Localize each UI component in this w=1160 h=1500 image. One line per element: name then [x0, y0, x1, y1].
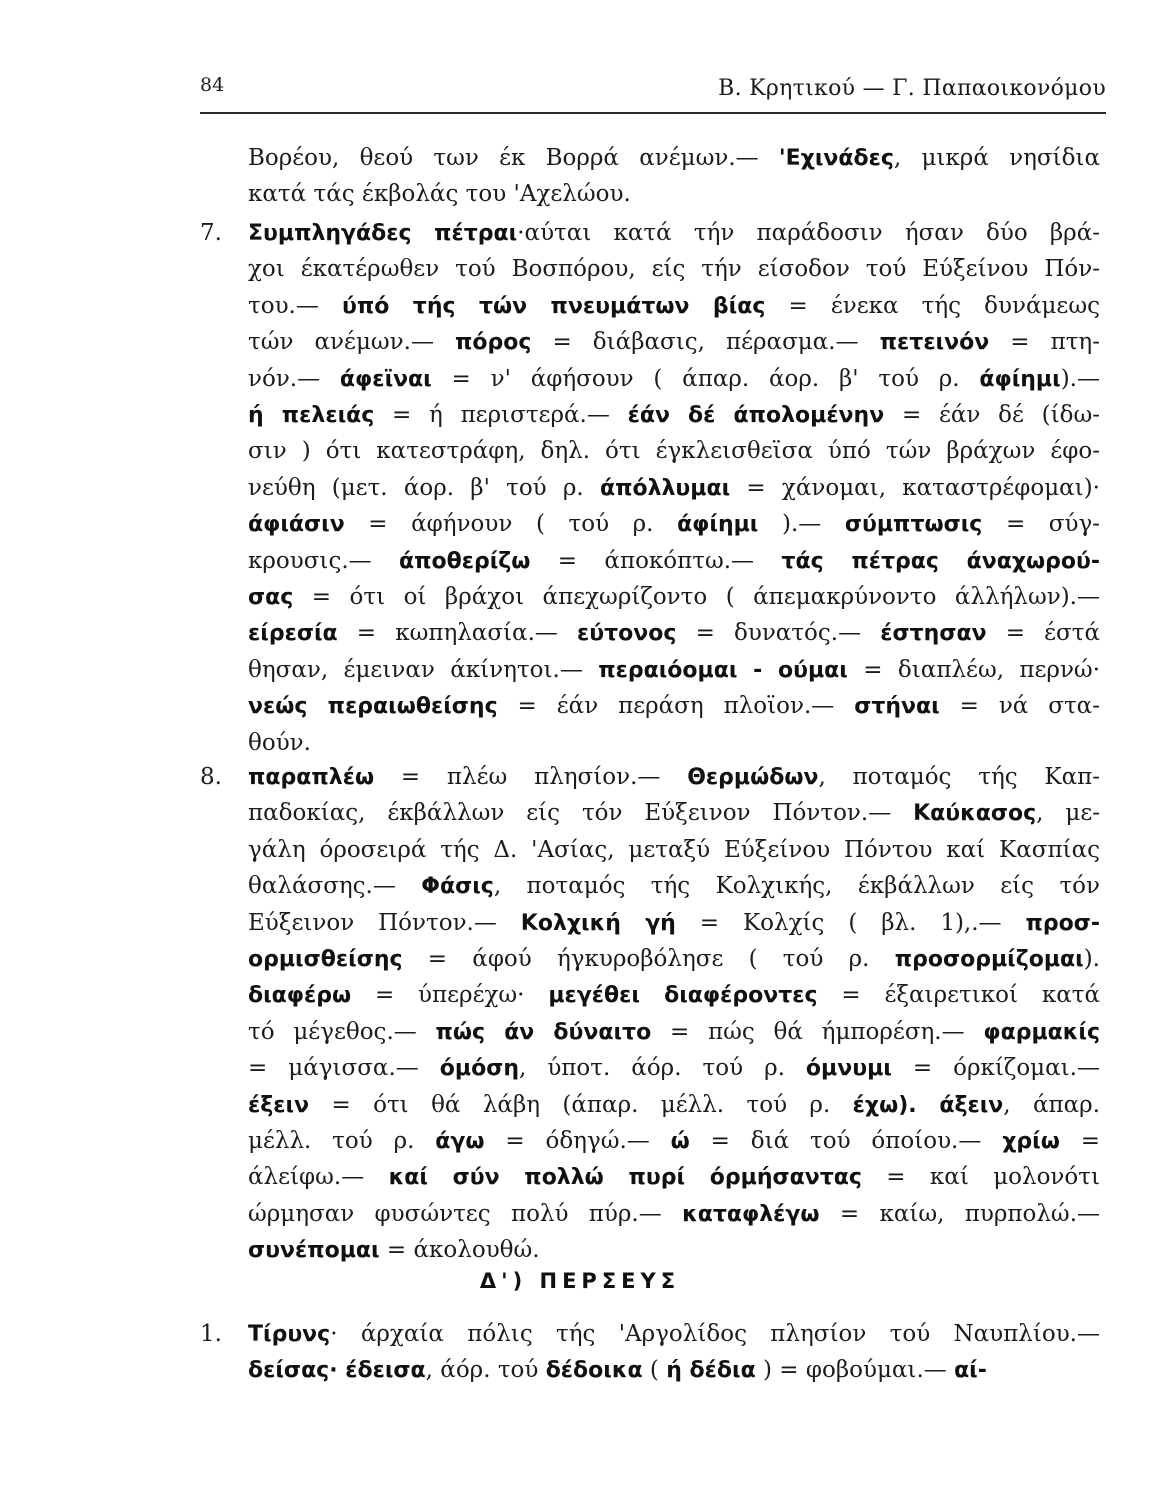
text-line [248, 656, 1100, 685]
bold-term: περαιόομαι - ούμαι [598, 657, 848, 683]
text-line [248, 1200, 1100, 1229]
text-line [248, 872, 1100, 901]
gloss-text: = πλέω πλησίον.— [374, 764, 688, 790]
gloss-text: = Κολχίς ( βλ. 1),.— [675, 909, 1026, 936]
gloss-text: = [1059, 1128, 1100, 1154]
bold-term: όμνυμι [805, 1056, 892, 1082]
page-header [200, 74, 1106, 104]
text-line [248, 619, 1100, 648]
gloss-text: = κωπηλασία.— [337, 620, 578, 647]
gloss-text: = άποκόπτω.— [530, 547, 782, 574]
gloss-text: = έάν δέ (ίδω- [884, 402, 1100, 428]
text-line [248, 909, 1100, 938]
header-rule [200, 112, 1106, 114]
gloss-text: · άρχαία πόλις τής 'Αργολίδος πλησίον τού Ναυπλίου.— [330, 1321, 1100, 1347]
paragraph-number: 1. [200, 1321, 222, 1347]
gloss-text: , ποταμός τής Κολχικής, έκβάλλων είς τόν [493, 873, 1101, 900]
text-line [248, 836, 1100, 864]
text-line [248, 799, 1100, 828]
bold-term: ή δέδια [666, 1358, 756, 1384]
text-line [248, 180, 631, 208]
text-line [248, 474, 1100, 503]
bold-term: έάν δέ άπολομένην [627, 403, 885, 428]
text-line [248, 144, 1100, 173]
text-line [248, 292, 1100, 321]
running-head: Β. Κρητικού — Γ. Παπαοικονόμου [718, 76, 1106, 101]
bold-term: άφίημι [677, 512, 759, 538]
gloss-text: , ύποτ. άόρ. τού ρ. [519, 1055, 806, 1082]
gloss-text: , μικρά νησίδια [893, 145, 1100, 171]
bold-term: άφεϊναι [339, 366, 432, 392]
gloss-text: θαλάσσης.— [248, 873, 422, 900]
bold-term: δείσας· έδεισα [248, 1358, 426, 1384]
gloss-text: = έξαιρετικοί κατά [817, 982, 1100, 1009]
gloss-text: = όρκίζομαι.— [891, 1055, 1100, 1082]
paragraph-number: 7. [200, 220, 222, 246]
gloss-text: ( [642, 1357, 667, 1384]
bold-term: ορμισθείσης [248, 947, 403, 972]
bold-term: άφίημι [979, 366, 1061, 392]
gloss-text: = διαπλέω, περνώ· [847, 656, 1100, 683]
text-line [248, 365, 1100, 394]
text-line [248, 401, 1100, 430]
gloss-text: του.— [248, 292, 342, 319]
bold-term: Τίρυνς [248, 1322, 331, 1347]
text-line [248, 1163, 1100, 1192]
bold-term: ύπό τής τών πνευμάτων βίας [341, 293, 766, 319]
text-line [248, 547, 1100, 576]
bold-term: καταφλέγω [682, 1201, 820, 1227]
gloss-text: = δυνατός.— [676, 620, 881, 647]
gloss-text: = διά τού όποίου.— [689, 1128, 1003, 1154]
gloss-text: = πώς θά ήμπορέση.— [651, 1018, 984, 1045]
gloss-text: = ότι θά λάβη (άπαρ. μέλλ. τού ρ. [309, 1091, 853, 1118]
bold-term: προσορμίζομαι [894, 947, 1084, 972]
gloss-text: = άφού ήγκυροβόλησε ( τού ρ. [402, 946, 895, 972]
gloss-text: = χάνομαι, καταστρέφομαι)· [730, 474, 1100, 501]
bold-term: Καύκασος [913, 801, 1037, 827]
text-line [248, 1236, 540, 1265]
bold-term: άφιάσιν [248, 512, 345, 538]
gloss-text: = ύπερέχω· [351, 982, 549, 1009]
text-line [248, 1320, 1100, 1349]
gloss-text: μέλλ. τού ρ. [248, 1128, 436, 1154]
bold-term: όμόση [439, 1056, 519, 1082]
gloss-text: κατά τάς έκβολάς του 'Αχελώου. [248, 181, 631, 208]
text-line [248, 510, 1100, 539]
text-line [248, 981, 1100, 1010]
bold-term: είρεσία [248, 621, 338, 647]
text-line [248, 729, 311, 757]
text-line [248, 328, 1100, 357]
bold-term: πώς άν δύναιτο [435, 1019, 652, 1045]
bold-term: 'Εχινάδες [778, 146, 894, 171]
section-heading: Δ') ΠΕΡΣΕΥΣ [479, 1269, 681, 1293]
gloss-text: τών ανέμων.— [248, 329, 455, 356]
gloss-text: = έάν περάση πλοϊον.— [497, 693, 855, 720]
gloss-text: = ν' άφήσουν ( άπαρ. άορ. β' τού ρ. [431, 365, 980, 392]
bold-term: σας [248, 585, 294, 610]
text-line [248, 763, 1100, 792]
bold-term: Συμπληγάδες πέτραι [248, 221, 518, 246]
gloss-text: χοι έκατέρωθεν τού Βοσπόρου, είς τήν είσοδον τού Εύξείνου Πόν- [248, 256, 1100, 283]
bold-term: σύμπτωσις [844, 512, 983, 538]
gloss-text: = καίω, πυρπολώ.— [819, 1200, 1100, 1227]
bold-term: έχω). άξειν [852, 1092, 1004, 1118]
gloss-text: , άόρ. τού [425, 1357, 546, 1384]
bold-term: έστησαν [880, 621, 987, 647]
bold-term: ή πελειάς [248, 403, 375, 428]
gloss-text: = ότι οί βράχοι άπεχωρίζοντο ( άπεμακρύνοντο άλλήλων).— [293, 584, 1100, 610]
bold-term: παραπλέω [248, 765, 375, 790]
gloss-text: , ποταμός τής Καπ- [818, 764, 1100, 790]
text-line [248, 437, 1100, 465]
bold-term: εύτονος [577, 621, 677, 647]
bold-term: στήναι [854, 694, 940, 720]
paragraph-number: 8. [200, 764, 222, 790]
gloss-text: ) = φοβούμαι.— [755, 1357, 955, 1384]
page-number: 84 [200, 74, 225, 96]
text-line [248, 1356, 987, 1385]
bold-term: μεγέθει διαφέροντες [548, 983, 818, 1009]
bold-term: νεώς περαιωθείσης [248, 694, 498, 720]
gloss-text: ). [1083, 946, 1100, 972]
bold-term: Κολχική γή [520, 910, 676, 936]
bold-term: διαφέρω [248, 983, 352, 1009]
bold-term: χρίω [1002, 1129, 1060, 1154]
gloss-text: παδοκίας, έκβάλλων είς τόν Εύξεινον Πόντον.— [248, 800, 914, 827]
bold-term: τάς πέτρας άναχωρού- [781, 548, 1101, 574]
bold-term: συνέπομαι [248, 1238, 380, 1264]
bold-term: άπόλλυμαι [599, 475, 731, 501]
gloss-text: νόν.— [248, 365, 340, 392]
text-line [248, 692, 1100, 721]
gloss-text: νεύθη (μετ. άορ. β' τού ρ. [248, 474, 600, 501]
bold-term: άποθερίζω [399, 548, 531, 574]
gloss-text: = άκολουθώ. [379, 1237, 540, 1264]
gloss-text: Βορέου, θεού των έκ Βορρά ανέμων.— [248, 145, 779, 171]
gloss-text: = ένεκα τής δυνάμεως [765, 292, 1100, 319]
gloss-text: , άπαρ. [1003, 1091, 1100, 1118]
gloss-text: = διάβασις, πέρασμα.— [531, 329, 880, 356]
bold-term: καί σύν πολλώ πυρί όρμήσαντας [388, 1165, 862, 1191]
gloss-text: = όδηγώ.— [484, 1128, 671, 1154]
bold-term: δέδοικα [545, 1358, 643, 1384]
gloss-text: άλείφω.— [248, 1164, 389, 1191]
gloss-text: ώρμησαν φυσώντες πολύ πύρ.— [248, 1200, 683, 1227]
gloss-text: = νά στα- [939, 693, 1100, 720]
gloss-text: = σύγ- [982, 511, 1101, 538]
gloss-text: = πτη- [989, 329, 1100, 356]
gloss-text: ·αύται κατά τήν παράδοσιν ήσαν δύο βρά- [517, 220, 1100, 246]
bold-term: άγω [435, 1129, 485, 1154]
bold-term: Θερμώδων [687, 765, 819, 790]
text-line [248, 945, 1100, 974]
bold-term: έξειν [248, 1092, 310, 1118]
gloss-text: = έστά [986, 620, 1101, 647]
bold-term: πετεινόν [879, 330, 990, 356]
gloss-text: σιν ) ότι κατεστράφη, δηλ. ότι έγκλεισθεϊσα ύπό τών βράχων έφο- [248, 438, 1100, 465]
gloss-text: τό μέγεθος.— [248, 1018, 436, 1045]
text-line [248, 583, 1100, 612]
gloss-text: ).— [1060, 365, 1100, 392]
gloss-text: θούν. [248, 729, 311, 756]
text-line [248, 1054, 1100, 1083]
gloss-text: θησαν, έμειναν άκίνητοι.— [248, 656, 599, 683]
gloss-text: = ή περιστερά.— [374, 402, 628, 428]
text-line [248, 1091, 1100, 1120]
gloss-text: , με- [1036, 800, 1101, 827]
bold-term: πόρος [455, 330, 532, 356]
gloss-text: = άφήνουν ( τού ρ. [344, 511, 678, 538]
text-line [248, 219, 1100, 248]
bold-term: Φάσις [421, 874, 494, 900]
gloss-text: = μάγισσα.— [248, 1055, 440, 1082]
text-line [248, 1018, 1100, 1047]
gloss-text: κρουσις.— [248, 547, 399, 574]
text-line [248, 255, 1100, 283]
bold-term: αί- [954, 1358, 987, 1384]
bold-term: προσ- [1025, 910, 1100, 936]
bold-term: ώ [670, 1129, 690, 1154]
gloss-text: = καί μολονότι [861, 1164, 1100, 1191]
gloss-text: ).— [758, 511, 845, 538]
gloss-text: Εύξεινον Πόντον.— [248, 909, 521, 936]
gloss-text: γάλη όροσειρά τής Δ. 'Ασίας, μεταξύ Εύξείνου Πόντου καί Κασπίας [248, 836, 1100, 863]
text-line [248, 1127, 1100, 1156]
bold-term: φαρμακίς [983, 1019, 1100, 1045]
